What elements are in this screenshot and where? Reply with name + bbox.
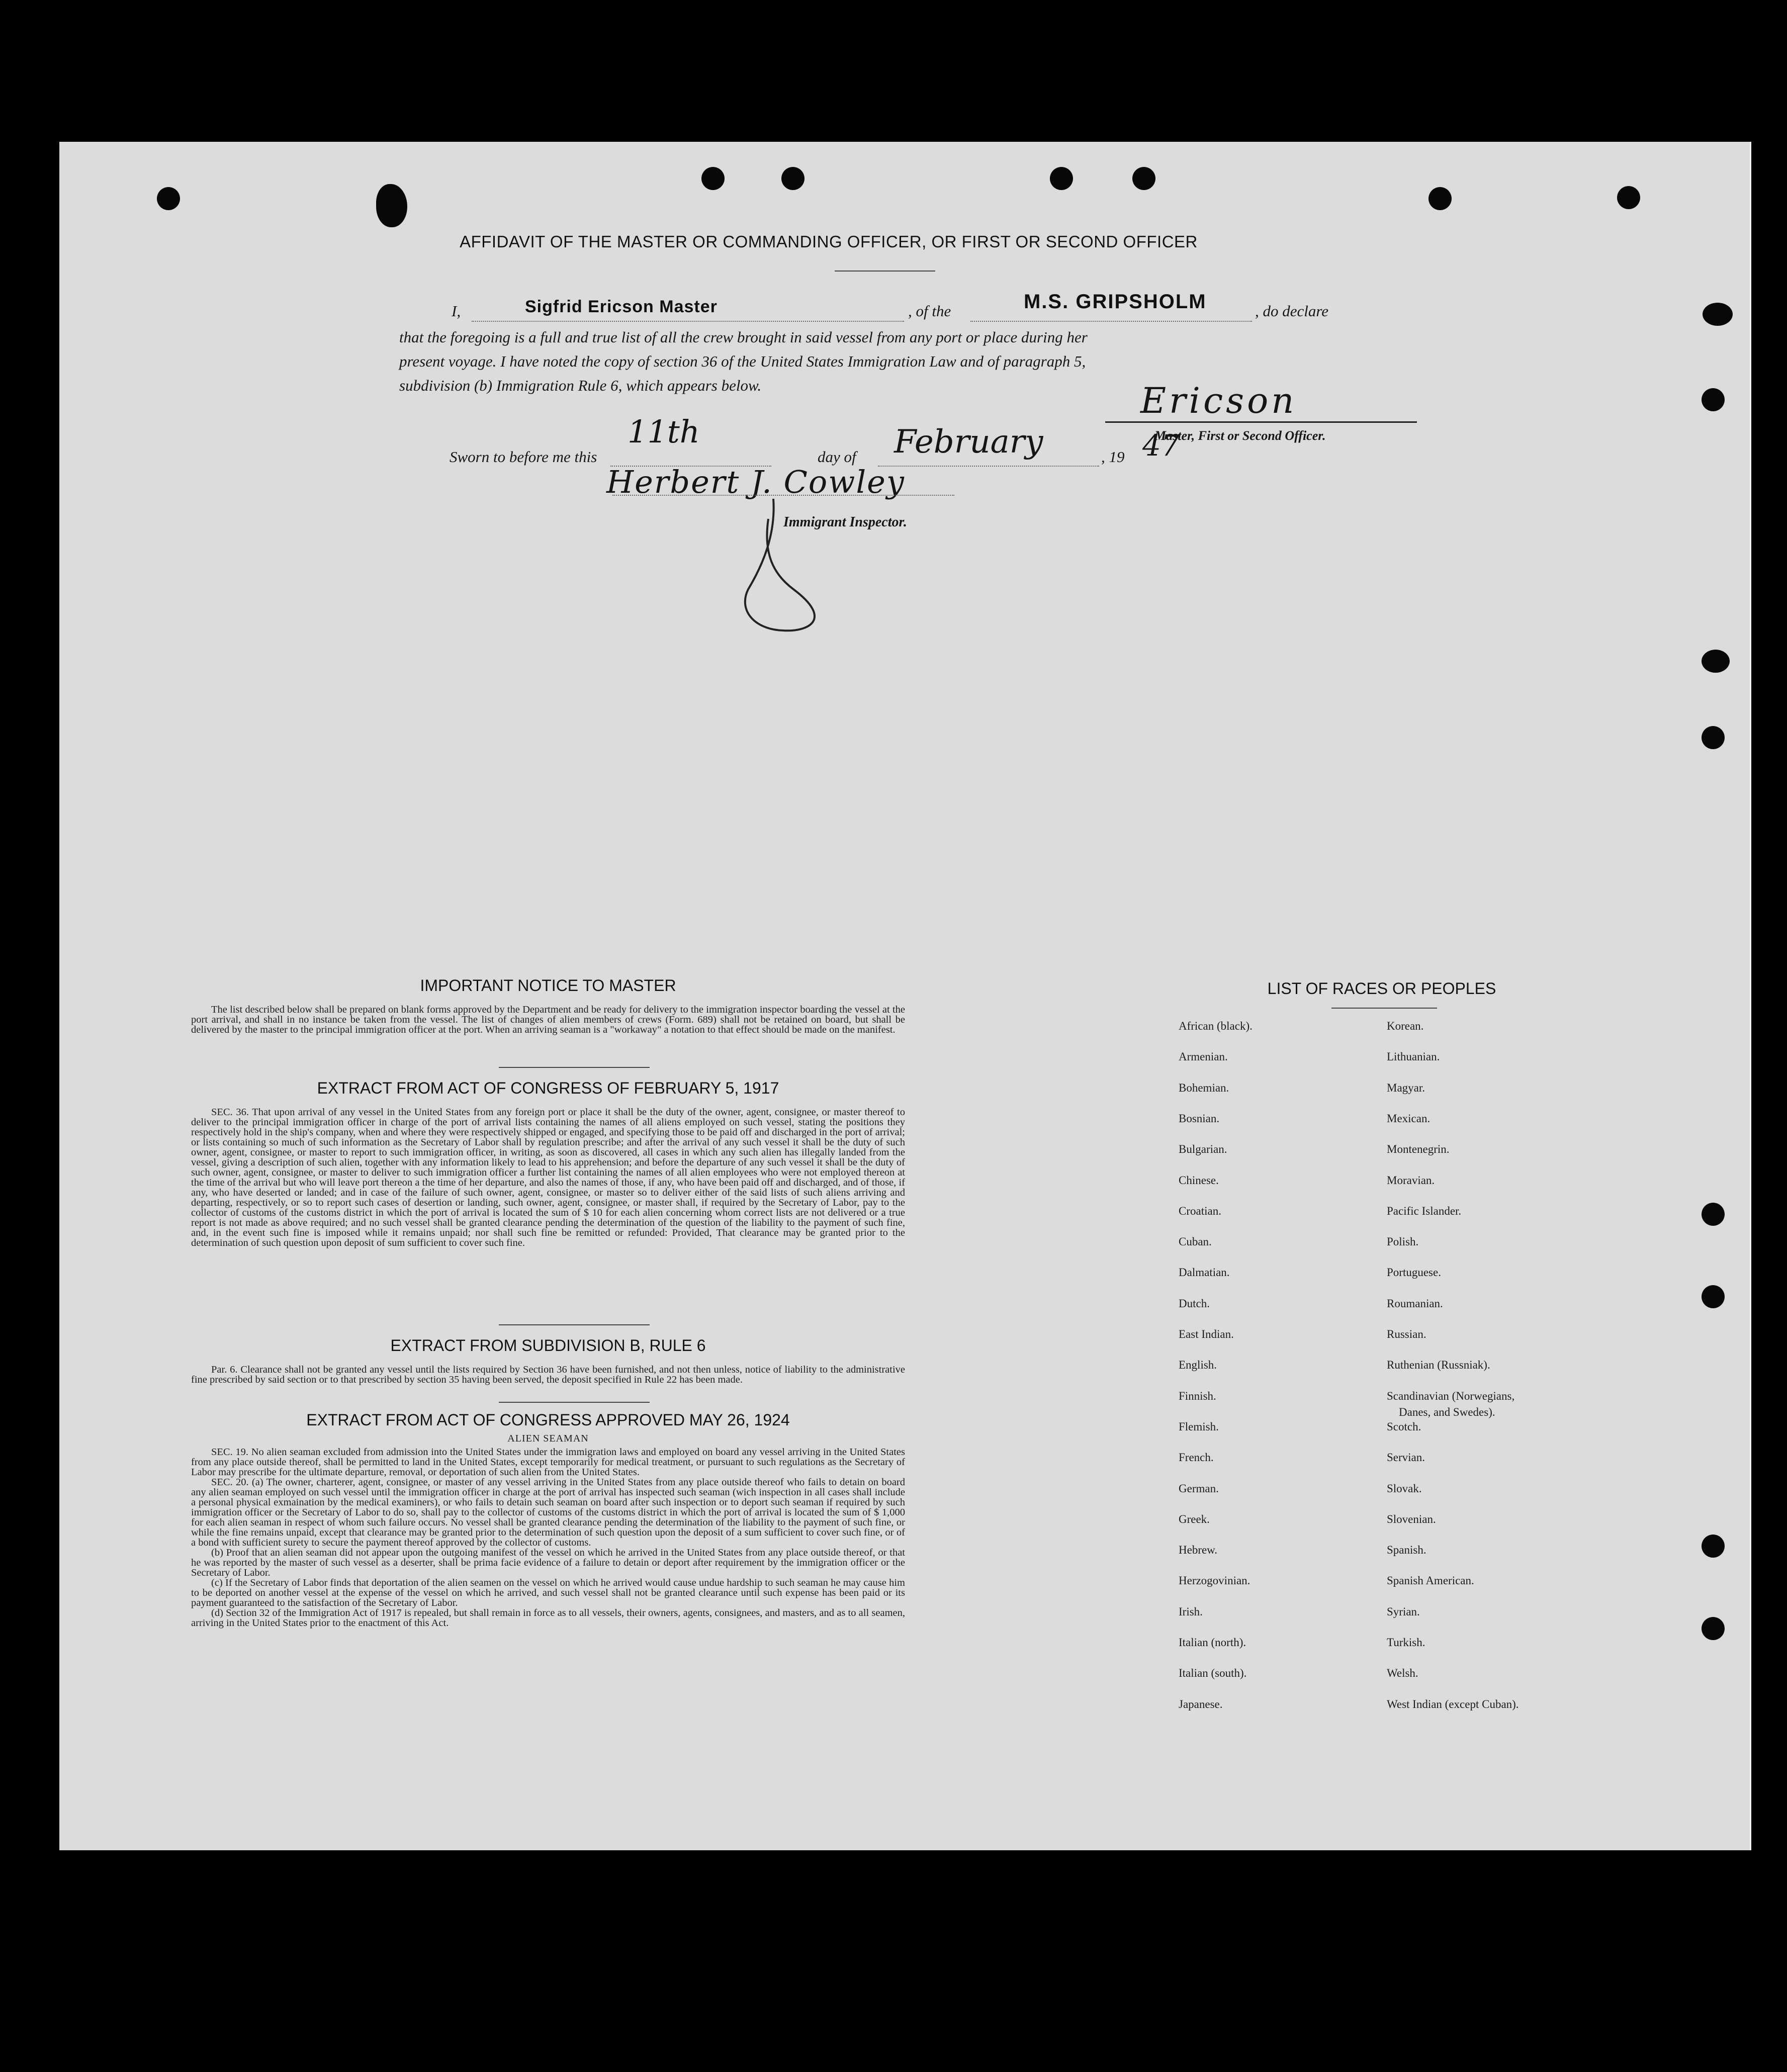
race-item: Cuban. — [1179, 1235, 1212, 1248]
race-item: Polish. — [1387, 1235, 1419, 1248]
race-item: Herzogovinian. — [1179, 1574, 1250, 1587]
race-item: German. — [1179, 1482, 1219, 1495]
race-item: Mexican. — [1387, 1112, 1431, 1125]
punch-hole — [1703, 303, 1733, 326]
race-item: Roumanian. — [1387, 1297, 1443, 1310]
sec20b-paragraph: (b) Proof that an alien seaman did not appear upon the outgoing manifest of the vessel on which he arrived in the United States from any place outside thereof, or that he was reported by the master of such vessel as a deserter, shall be prima facie evidence of a failure to detain or deport after requirement by the immigration officer or the Secretary of Labor. — [191, 1547, 905, 1578]
race-item: East Indian. — [1179, 1328, 1234, 1340]
sworn-label: Sworn to before me this — [450, 448, 597, 466]
rule6-title: EXTRACT FROM SUBDIVISION B, RULE 6 — [390, 1336, 706, 1355]
race-item: Lithuanian. — [1387, 1050, 1440, 1063]
document-page — [59, 142, 1751, 1850]
extract-1917-text: SEC. 36. That upon arrival of any vessel in the United States from any foreign port or place it shall be the duty of the owner, agent, consignee, or master thereof to deliver to the principal immigration officer in charge of the port of arrival lists containing the names of all aliens employed on such vessel, stating the positions they respectively hold in the ship's company, when and where they were respectively shipped or engaged, and specifying those to be paid off and discharged in the port of arrival; or lists containing so much of such information as the Secretary of Labor shall by regulation prescribe; and after the arrival of any such vessel it shall be the duty of such owner, agent, consignee, or master to report to such immigration officer, in writing, as soon as discovered, all cases in which any such alien has illegally landed from the vessel, giving a description of such alien, together with any information likely to lead to his apprehension; and before the departure of any such vessel it shall be the duty of such owner, agent, consignee, or master to deliver to such immigration officer a further list containing the names of all alien employees who were not employed thereon at the time of the arrival but who will leave port thereon a the time of her departure, and also the names of those, if any, who have been paid off and discharged, and of those, if any, who have deserted or landed; and in case of the failure of such owner, agent, consignee, or master so to deliver either of the said lists of such aliens arriving and departing, respectively, or so to report such cases of desertion or landing, such owner, agent, consignee, or master shall, if required by the Secretary of Labor, pay to the collector of customs of the customs district in which the port of arrival is located the sum of $ 10 for each alien concerning whom correct lists are not delivered or a true report is not made as above required; and no such vessel shall be granted clearance pending the determination of the question of the liability to the payment of such fine, and, in the event such fine is imposed while it remains unpaid; nor shall such fine be remitted or refunded: Provided, That clearance may be granted prior to the determination of such question upon deposit of sum sufficient to cover such fine. — [191, 1107, 905, 1248]
extract-1924-subtitle: ALIEN SEAMAN — [507, 1433, 589, 1444]
extract-1924-body — [191, 1447, 905, 1628]
race-item: Ruthenian (Russniak). — [1387, 1359, 1490, 1371]
sec19-paragraph: SEC. 19. No alien seaman excluded from admission into the United States under the immigration laws and employed on board any vessel arriving in the United States from any place outside thereof, shall be permitted to land in the United States, except temporarily for medical treatment, or pursuant to such regulations as the Secretary of Labor may prescribe for the ultimate departure, removal, or deportation of such alien from the United States. — [191, 1447, 905, 1478]
divider — [835, 271, 935, 272]
punch-hole — [1702, 388, 1725, 411]
punch-hole — [1702, 1617, 1725, 1640]
sec20c-paragraph: (c) If the Secretary of Labor finds that deportation of the alien seamen on the vessel on which he arrived would cause undue hardship to such seaman he may cause him to be deported on another vessel at the expense of the vessel on which he arrived, and such vessel shall not be granted clearance until such expense has been paid or its payment guaranteed to the satisfaction of the Secretary of Labor. — [191, 1577, 905, 1608]
race-item: Servian. — [1387, 1451, 1425, 1464]
divider — [499, 1067, 650, 1068]
race-item: Syrian. — [1387, 1605, 1420, 1618]
punch-hole — [1702, 1535, 1725, 1558]
inspector-caption: Immigrant Inspector. — [783, 514, 907, 530]
race-item: Dalmatian. — [1179, 1266, 1230, 1279]
race-item: African (black). — [1179, 1020, 1253, 1032]
race-item: French. — [1179, 1451, 1214, 1464]
punch-hole — [1050, 167, 1073, 190]
pre-name-label: I, — [452, 302, 461, 320]
race-item: Scotch. — [1387, 1420, 1421, 1433]
race-item: Croatian. — [1179, 1205, 1221, 1217]
day-of-label: day of — [818, 448, 856, 466]
affidavit-intro-line — [452, 291, 1457, 324]
punch-hole — [781, 167, 805, 190]
do-declare-label: , do declare — [1255, 302, 1329, 320]
race-item: Korean. — [1387, 1020, 1424, 1032]
race-item: Italian (north). — [1179, 1636, 1246, 1649]
sec20a-paragraph: SEC. 20. (a) The owner, charterer, agent, consignee, or master of any vessel arriving in the United States from any place outside thereof who fails to detain on board any alien seaman employed on such vessel until the immigration officer in charge at the port of arrival has inspected such seaman (wich inspection in all cases shall include a personal physical exmaination by the medical examiners), or who fails to detain such seaman on board after such inspection or to deport such seaman if required by such immigration officer or the Secretary of Labor to do so, shall pay to the collector of customs of the customs district in which the port of arrival is located the sum of $ 1,000 for each alien seaman in respect of whom such failure occurs. No vessel shall be granted clearance pending the determination of the liability to the payment of such fine, or while the fine remains unpaid, except that clearance may be granted prior to the determination of such question upon the deposit of a sum sufficient to cover such fine, or of a bond with sufficient surety to secure the payment thereof approved by the collector of customs. — [191, 1477, 905, 1548]
race-item: West Indian (except Cuban). — [1387, 1698, 1519, 1710]
vessel-field-value: M.S. GRIPSHOLM — [1024, 291, 1207, 313]
race-item: Slovenian. — [1387, 1513, 1436, 1525]
month-field-value: February — [894, 423, 1043, 461]
punch-hole — [1428, 187, 1452, 210]
punch-hole — [1702, 726, 1725, 749]
race-item: Russian. — [1387, 1328, 1426, 1340]
name-field-value: Sigfrid Ericson Master — [525, 297, 718, 316]
notice-title: IMPORTANT NOTICE TO MASTER — [420, 976, 676, 995]
race-item: Chinese. — [1179, 1174, 1219, 1187]
race-item: Portuguese. — [1387, 1266, 1441, 1279]
race-item: Flemish. — [1179, 1420, 1219, 1433]
inspector-signature: Herbert J. Cowley — [606, 464, 905, 500]
race-item: Italian (south). — [1179, 1667, 1247, 1679]
race-item: Japanese. — [1179, 1698, 1223, 1710]
race-item: Finnish. — [1179, 1390, 1216, 1402]
affidavit-body-1: that the foregoing is a full and true list of all the crew brought in said vessel from any port or place during her — [399, 328, 1088, 346]
sec20d-paragraph: (d) Section 32 of the Immigration Act of 1917 is repealed, but shall remain in force as to all vessels, their owners, agents, consignees, and masters, and as to all seamen, arriving in the United States prior to the enactment of this Act. — [191, 1607, 905, 1629]
punch-hole — [1702, 1285, 1725, 1308]
year-field-value: 47 — [1142, 428, 1180, 463]
affidavit-title: AFFIDAVIT OF THE MASTER OR COMMANDING OFFICER, OR FIRST OR SECOND OFFICER — [460, 232, 1198, 251]
race-item: Slovak. — [1387, 1482, 1422, 1495]
race-item: English. — [1179, 1359, 1217, 1371]
affidavit-body-2: present voyage. I have noted the copy of section 36 of the United States Immigration Law and of paragraph 5, — [399, 352, 1086, 370]
race-item: Irish. — [1179, 1605, 1203, 1618]
year-prefix-label: , 19 — [1101, 448, 1125, 466]
punch-hole — [701, 167, 725, 190]
extract-1924-title: EXTRACT FROM ACT OF CONGRESS APPROVED MAY 26, 1924 — [306, 1411, 790, 1429]
punch-hole — [376, 184, 407, 227]
master-caption: Master, First or Second Officer. — [1154, 428, 1326, 443]
extract-1917-title: EXTRACT FROM ACT OF CONGRESS OF FEBRUARY 5, 1917 — [317, 1079, 779, 1097]
race-item: Welsh. — [1387, 1667, 1418, 1679]
race-item-continuation: Danes, and Swedes). — [1399, 1406, 1495, 1418]
race-item: Bohemian. — [1179, 1082, 1229, 1094]
race-item: Bosnian. — [1179, 1112, 1220, 1125]
race-item: Turkish. — [1387, 1636, 1425, 1649]
punch-hole — [1702, 1203, 1725, 1226]
race-item: Magyar. — [1387, 1082, 1425, 1094]
race-item: Pacific Islander. — [1387, 1205, 1462, 1217]
of-the-label: , of the — [908, 302, 951, 320]
divider — [1331, 1008, 1437, 1009]
race-item: Dutch. — [1179, 1297, 1210, 1310]
master-signature: Ericson — [1140, 380, 1297, 421]
race-item: Spanish. — [1387, 1544, 1426, 1556]
divider — [499, 1324, 650, 1325]
affidavit-body-3: subdivision (b) Immigration Rule 6, which appears below. — [399, 377, 762, 394]
race-item: Scandinavian (Norwegians, — [1387, 1390, 1515, 1402]
race-item: Greek. — [1179, 1513, 1210, 1525]
races-title: LIST OF RACES OR PEOPLES — [1267, 979, 1496, 998]
race-item: Hebrew. — [1179, 1544, 1218, 1556]
race-item: Bulgarian. — [1179, 1143, 1227, 1155]
race-item: Armenian. — [1179, 1050, 1228, 1063]
master-signature-line — [1105, 421, 1417, 423]
rule6-text: Par. 6. Clearance shall not be granted any vessel until the lists required by Section 36 have been furnished, and not then unless, notice of liability to the administrative fine prescribed by said section or to that prescribed by section 35 having been served, the deposit specified in Rule 22 has been made. — [191, 1364, 905, 1385]
punch-hole — [1132, 167, 1155, 190]
day-field-value: 11th — [628, 413, 700, 450]
race-item: Spanish American. — [1387, 1574, 1474, 1587]
notice-text: The list described below shall be prepared on blank forms approved by the Department and be ready for delivery to the immigration inspector boarding the vessel at the port arrival, and shall in no instance be taken from the vessel. The list of changes of alien members of crews (Form. 689) shall not be retained on board, but shall be delivered by the master to the principal immigration officer at the port. When an arriving seaman is a "workaway" a notation to that effect should be made on the manifest. — [191, 1004, 905, 1035]
divider — [499, 1402, 650, 1403]
punch-hole — [1617, 186, 1640, 209]
punch-hole — [157, 187, 180, 210]
race-item: Montenegrin. — [1387, 1143, 1450, 1155]
race-item: Moravian. — [1387, 1174, 1435, 1187]
punch-hole — [1702, 650, 1730, 673]
